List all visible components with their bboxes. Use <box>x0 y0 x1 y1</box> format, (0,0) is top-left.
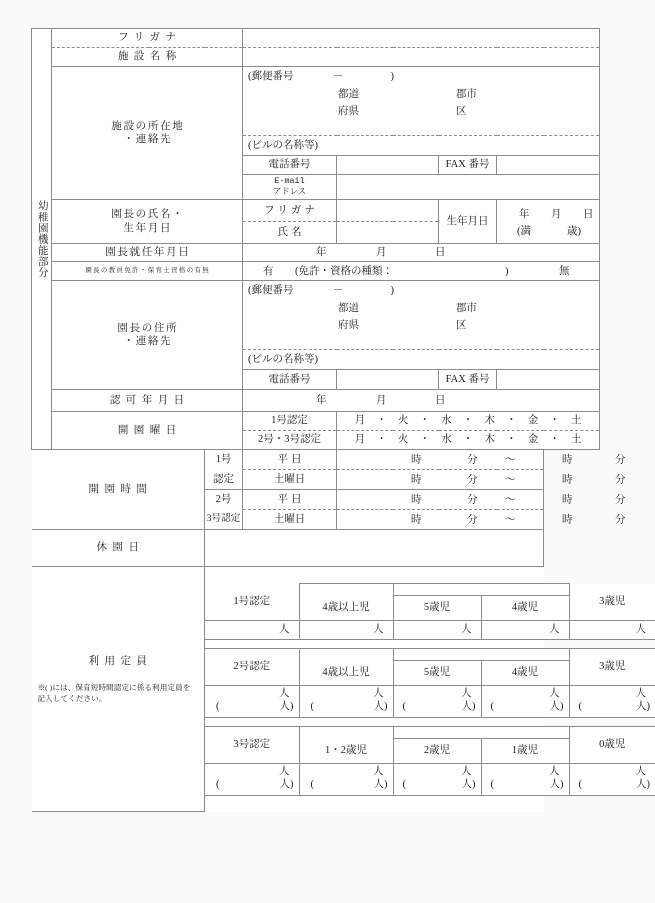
principal-age-open: (満 <box>517 225 532 237</box>
field-open-hours-2-weekday[interactable] <box>337 490 626 510</box>
capacity-block-2-value-total[interactable]: 人 ( 人) <box>205 685 299 717</box>
capacity-block-2-category: 2号認定 <box>205 648 299 685</box>
open-day-1-tue[interactable]: 火 <box>397 415 409 427</box>
sep: ・ <box>549 415 560 427</box>
field-facility-furigana[interactable] <box>243 29 600 48</box>
principal-zip-dash: － <box>332 285 344 296</box>
row-capacity <box>32 567 600 812</box>
principal-dob-month: 月 <box>551 208 562 220</box>
paren-open: ( <box>402 778 406 790</box>
capacity-block-3-col-3-header: 0歳児 <box>569 726 655 763</box>
field-facility-name[interactable] <box>243 48 600 67</box>
field-principal-fax[interactable] <box>497 370 600 390</box>
label-open-days-cat-1: 1号認定 <box>243 412 337 431</box>
capacity-block-3-value-0[interactable]: 人 ( 人) <box>299 763 393 795</box>
paren-open: ( <box>578 700 582 712</box>
row-principal-furigana <box>32 200 600 222</box>
capacity-block-3-header <box>205 726 655 738</box>
open-day-2-sat[interactable]: 土 <box>571 434 582 446</box>
open-day-2-mon[interactable]: 月 <box>354 434 366 446</box>
open-day-1-sat[interactable]: 土 <box>571 415 582 427</box>
row-facility-address <box>32 67 600 136</box>
paren-open: ( <box>578 778 582 790</box>
paren-open: ( <box>310 700 314 712</box>
capacity-block-3-value-3[interactable]: 人 ( 人) <box>569 763 655 795</box>
approval-year: 年 <box>316 395 327 406</box>
sep: ・ <box>549 434 560 446</box>
label-facility-name: 施設名称 <box>52 48 243 67</box>
capacity-block-1-col-2-header: 4歳児 <box>481 596 569 620</box>
sep: ・ <box>419 434 431 446</box>
label-closed-days: 休園日 <box>32 530 205 567</box>
principal-age-label: 歳) <box>567 225 582 237</box>
paren-open: ( <box>490 778 494 790</box>
minute: 分 <box>615 473 626 485</box>
label-principal-license: 園長の教員免許・保育士資格の有無 <box>52 262 243 281</box>
paren-open: ( <box>402 700 406 712</box>
paren-unit: 人) <box>461 700 476 712</box>
license-no[interactable]: 無 <box>559 266 570 277</box>
paren-open: ( <box>216 700 220 712</box>
label-principal-name-dob: 園長の氏名・ 生年月日 <box>52 200 243 244</box>
label-principal-address: 園長の住所 ・連絡先 <box>52 281 243 390</box>
minute: 分 <box>467 493 478 505</box>
minute: 分 <box>467 473 478 485</box>
field-open-hours-3-saturday[interactable] <box>337 510 626 530</box>
facility-city-line1: 郡市 <box>456 89 478 100</box>
field-facility-tel[interactable] <box>337 156 439 175</box>
capacity-block-1 <box>205 583 655 640</box>
label-approval-date: 認可年月日 <box>52 390 243 412</box>
hour: 時 <box>411 453 422 465</box>
capacity-block-2-values <box>205 685 655 717</box>
capacity-block-2-value-3[interactable]: 人 ( 人) <box>569 685 655 717</box>
sep: ・ <box>376 415 387 427</box>
sep: ・ <box>419 415 431 427</box>
capacity-block-2-col-2-header: 4歳児 <box>481 660 569 685</box>
label-principal-furigana: フリガナ <box>243 200 337 222</box>
paren-open: ( <box>216 778 220 790</box>
label-facility-furigana: フリガナ <box>52 29 243 48</box>
principal-pref-line2: 府県 <box>338 320 360 331</box>
capacity-block-3-category: 3号認定 <box>205 726 299 763</box>
vertical-section-label: 幼稚園機能部分 <box>32 29 52 450</box>
field-principal-furigana[interactable] <box>337 200 439 222</box>
sep: ・ <box>506 434 517 446</box>
label-open-days: 開園曜日 <box>52 412 243 450</box>
field-open-hours-1-weekday[interactable] <box>337 450 626 470</box>
capacity-block-3-values <box>205 763 655 795</box>
label-principal-fax: FAX 番号 <box>439 370 497 390</box>
label-open-hours: 開園時間 <box>32 450 205 530</box>
capacity-block-1-col-1-header: 5歳児 <box>393 596 481 620</box>
row-open-days-1 <box>32 412 600 431</box>
label-capacity: 利用定員 ※( )には、保育短時間認定に係る利用定員を記入してください。 <box>32 567 205 812</box>
principal-zip-label: (郵便番号 <box>248 285 294 296</box>
label-open-hours-sub-1a: 平日 <box>243 450 337 470</box>
label-principal-dob: 生年月日 <box>439 200 497 244</box>
capacity-block-3-subgroup-span <box>393 726 569 738</box>
capacity-table-cell <box>205 567 650 812</box>
hour: 時 <box>562 513 573 525</box>
paren-unit: 人) <box>279 700 294 712</box>
label-facility-tel: 電話番号 <box>243 156 337 175</box>
hour: 時 <box>562 453 573 465</box>
paren-open: ( <box>310 778 314 790</box>
field-principal-address[interactable] <box>243 281 600 350</box>
capacity-block-3-col-2-header: 1歳児 <box>481 738 569 763</box>
sep: ・ <box>462 434 474 446</box>
principal-city-line1: 郡市 <box>456 303 478 314</box>
approval-day: 日 <box>435 395 446 406</box>
principal-city-line2: 区 <box>456 320 467 331</box>
label-facility-fax: FAX 番号 <box>439 156 497 175</box>
capacity-block-3-value-2[interactable]: 人 ( 人) <box>481 763 569 795</box>
row-facility-furigana <box>32 29 600 48</box>
capacity-block-2-col-1-header: 5歳児 <box>393 660 481 685</box>
hour: 時 <box>562 473 573 485</box>
field-principal-building[interactable]: (ビルの名称等) <box>243 350 600 370</box>
open-day-1-thu[interactable]: 木 <box>484 415 495 427</box>
capacity-block-3-value-1[interactable]: 人 ( 人) <box>393 763 481 795</box>
minute: 分 <box>615 513 626 525</box>
field-principal-appointment[interactable] <box>243 244 600 262</box>
principal-zip-close: ) <box>390 285 395 296</box>
capacity-block-2-value-2[interactable]: 人 ( 人) <box>481 685 569 717</box>
capacity-block-1-header <box>205 584 655 596</box>
row-facility-name <box>32 48 600 67</box>
field-facility-email[interactable] <box>337 175 600 200</box>
license-yes[interactable]: 有 <box>263 266 274 277</box>
tilde: ～ <box>505 493 516 505</box>
open-day-1-fri[interactable]: 金 <box>527 415 539 427</box>
field-facility-address[interactable] <box>243 67 600 136</box>
sep: ・ <box>462 415 474 427</box>
capacity-block-2-value-0[interactable]: 人 ( 人) <box>299 685 393 717</box>
row-principal-license <box>32 262 600 281</box>
label-open-hours-cat-1b: 認定 <box>205 470 243 490</box>
approval-month: 月 <box>376 395 387 406</box>
capacity-block-2-header <box>205 648 655 660</box>
appointment-day: 日 <box>435 247 446 258</box>
capacity-block-1-value-2[interactable]: 人 <box>481 620 569 639</box>
paren-unit: 人) <box>373 700 388 712</box>
minute: 分 <box>467 513 478 525</box>
label-open-hours-sub-2b: 土曜日 <box>243 510 337 530</box>
capacity-block-2-col-0-header: 4歳以上児 <box>299 648 393 685</box>
capacity-block-3-value-total[interactable]: 人 ( 人) <box>205 763 299 795</box>
capacity-block-2-subgroup-span <box>393 648 569 660</box>
field-open-hours-1-saturday[interactable] <box>337 470 626 490</box>
minute: 分 <box>615 493 626 505</box>
label-open-hours-cat-2a: 2号 <box>205 490 243 510</box>
label-principal-tel: 電話番号 <box>243 370 337 390</box>
paren-unit: 人) <box>279 778 294 790</box>
capacity-block-1-subgroup-span <box>393 584 569 596</box>
field-principal-tel[interactable] <box>337 370 439 390</box>
tilde: ～ <box>505 453 516 465</box>
open-day-1-wed[interactable]: 水 <box>441 415 452 427</box>
facility-zip-close: ) <box>390 71 395 82</box>
principal-dob-day: 日 <box>583 208 594 220</box>
field-approval-date[interactable] <box>243 390 600 412</box>
paren-unit: 人) <box>461 778 476 790</box>
minute: 分 <box>467 453 478 465</box>
label-open-days-cat-2: 2号・3号認定 <box>243 431 337 450</box>
row-open-hours-1-weekday <box>32 450 600 470</box>
field-closed-days[interactable] <box>205 530 544 567</box>
open-day-2-wed[interactable]: 水 <box>441 434 452 446</box>
open-day-2-fri[interactable]: 金 <box>527 434 539 446</box>
capacity-block-1-value-total[interactable]: 人 <box>205 620 299 639</box>
paren-unit: 人) <box>373 778 388 790</box>
label-open-hours-cat-1a: 1号 <box>205 450 243 470</box>
capacity-block-1-values <box>205 620 655 639</box>
minute: 分 <box>615 453 626 465</box>
capacity-block-2 <box>205 648 655 718</box>
field-principal-name[interactable] <box>337 222 439 244</box>
facility-pref-line2: 府県 <box>338 106 360 117</box>
row-principal-appointment <box>32 244 600 262</box>
capacity-block-1-col-3-header: 3歳児 <box>569 584 655 621</box>
capacity-block-1-value-0[interactable]: 人 <box>299 620 393 639</box>
hour: 時 <box>411 473 422 485</box>
facility-pref-line1: 都道 <box>338 89 360 100</box>
field-principal-dob[interactable] <box>497 200 600 244</box>
license-kind-label: (免許・資格の種類： <box>295 266 394 277</box>
capacity-block-2-value-1[interactable]: 人 ( 人) <box>393 685 481 717</box>
label-open-hours-cat-2b: 3号認定 <box>205 510 243 530</box>
field-open-days-2[interactable] <box>337 431 600 450</box>
open-day-2-thu[interactable]: 木 <box>484 434 495 446</box>
hour: 時 <box>562 493 573 505</box>
facility-city-line2: 区 <box>456 106 467 117</box>
paren-unit: 人) <box>549 700 564 712</box>
appointment-year: 年 <box>316 247 327 258</box>
facility-zip-dash: － <box>332 71 344 82</box>
field-facility-building[interactable]: (ビルの名称等) <box>243 136 600 156</box>
row-principal-address <box>32 281 600 350</box>
sep: ・ <box>376 434 387 446</box>
sep: ・ <box>506 415 517 427</box>
capacity-block-1-category: 1号認定 <box>205 584 299 621</box>
tilde: ～ <box>505 513 516 525</box>
capacity-block-3 <box>205 726 655 796</box>
facility-zip-label: (郵便番号 <box>248 71 294 82</box>
label-open-hours-sub-1b: 土曜日 <box>243 470 337 490</box>
open-day-1-mon[interactable]: 月 <box>354 415 366 427</box>
field-principal-license[interactable] <box>243 262 600 281</box>
open-day-2-tue[interactable]: 火 <box>397 434 409 446</box>
field-facility-fax[interactable] <box>497 156 600 175</box>
principal-dob-year: 年 <box>519 208 530 220</box>
hour: 時 <box>411 513 422 525</box>
field-open-days-1[interactable] <box>337 412 600 431</box>
appointment-month: 月 <box>376 247 387 258</box>
row-closed-days <box>32 530 600 567</box>
label-principal-appointment: 園長就任年月日 <box>52 244 243 262</box>
capacity-block-1-col-0-header: 4歳以上児 <box>299 584 393 621</box>
principal-pref-line1: 都道 <box>338 303 360 314</box>
hour: 時 <box>411 493 422 505</box>
facility-registration-form <box>31 28 650 812</box>
paren-unit: 人) <box>549 778 564 790</box>
paren-open: ( <box>490 700 494 712</box>
label-facility-address: 施設の所在地 ・連絡先 <box>52 67 243 200</box>
capacity-block-2-col-3-header: 3歳児 <box>569 648 655 685</box>
label-facility-email: E-mail アドレス <box>243 175 337 200</box>
capacity-block-3-col-1-header: 2歳児 <box>393 738 481 763</box>
capacity-block-3-col-0-header: 1・2歳児 <box>299 726 393 763</box>
capacity-block-1-value-3[interactable]: 人 <box>569 620 655 639</box>
license-kind-close: ) <box>505 266 509 277</box>
paren-unit: 人) <box>636 700 650 712</box>
label-open-hours-sub-2a: 平日 <box>243 490 337 510</box>
tilde: ～ <box>505 473 516 485</box>
paren-unit: 人) <box>636 778 650 790</box>
capacity-block-1-value-1[interactable]: 人 <box>393 620 481 639</box>
row-approval-date <box>32 390 600 412</box>
label-principal-name: 氏名 <box>243 222 337 244</box>
